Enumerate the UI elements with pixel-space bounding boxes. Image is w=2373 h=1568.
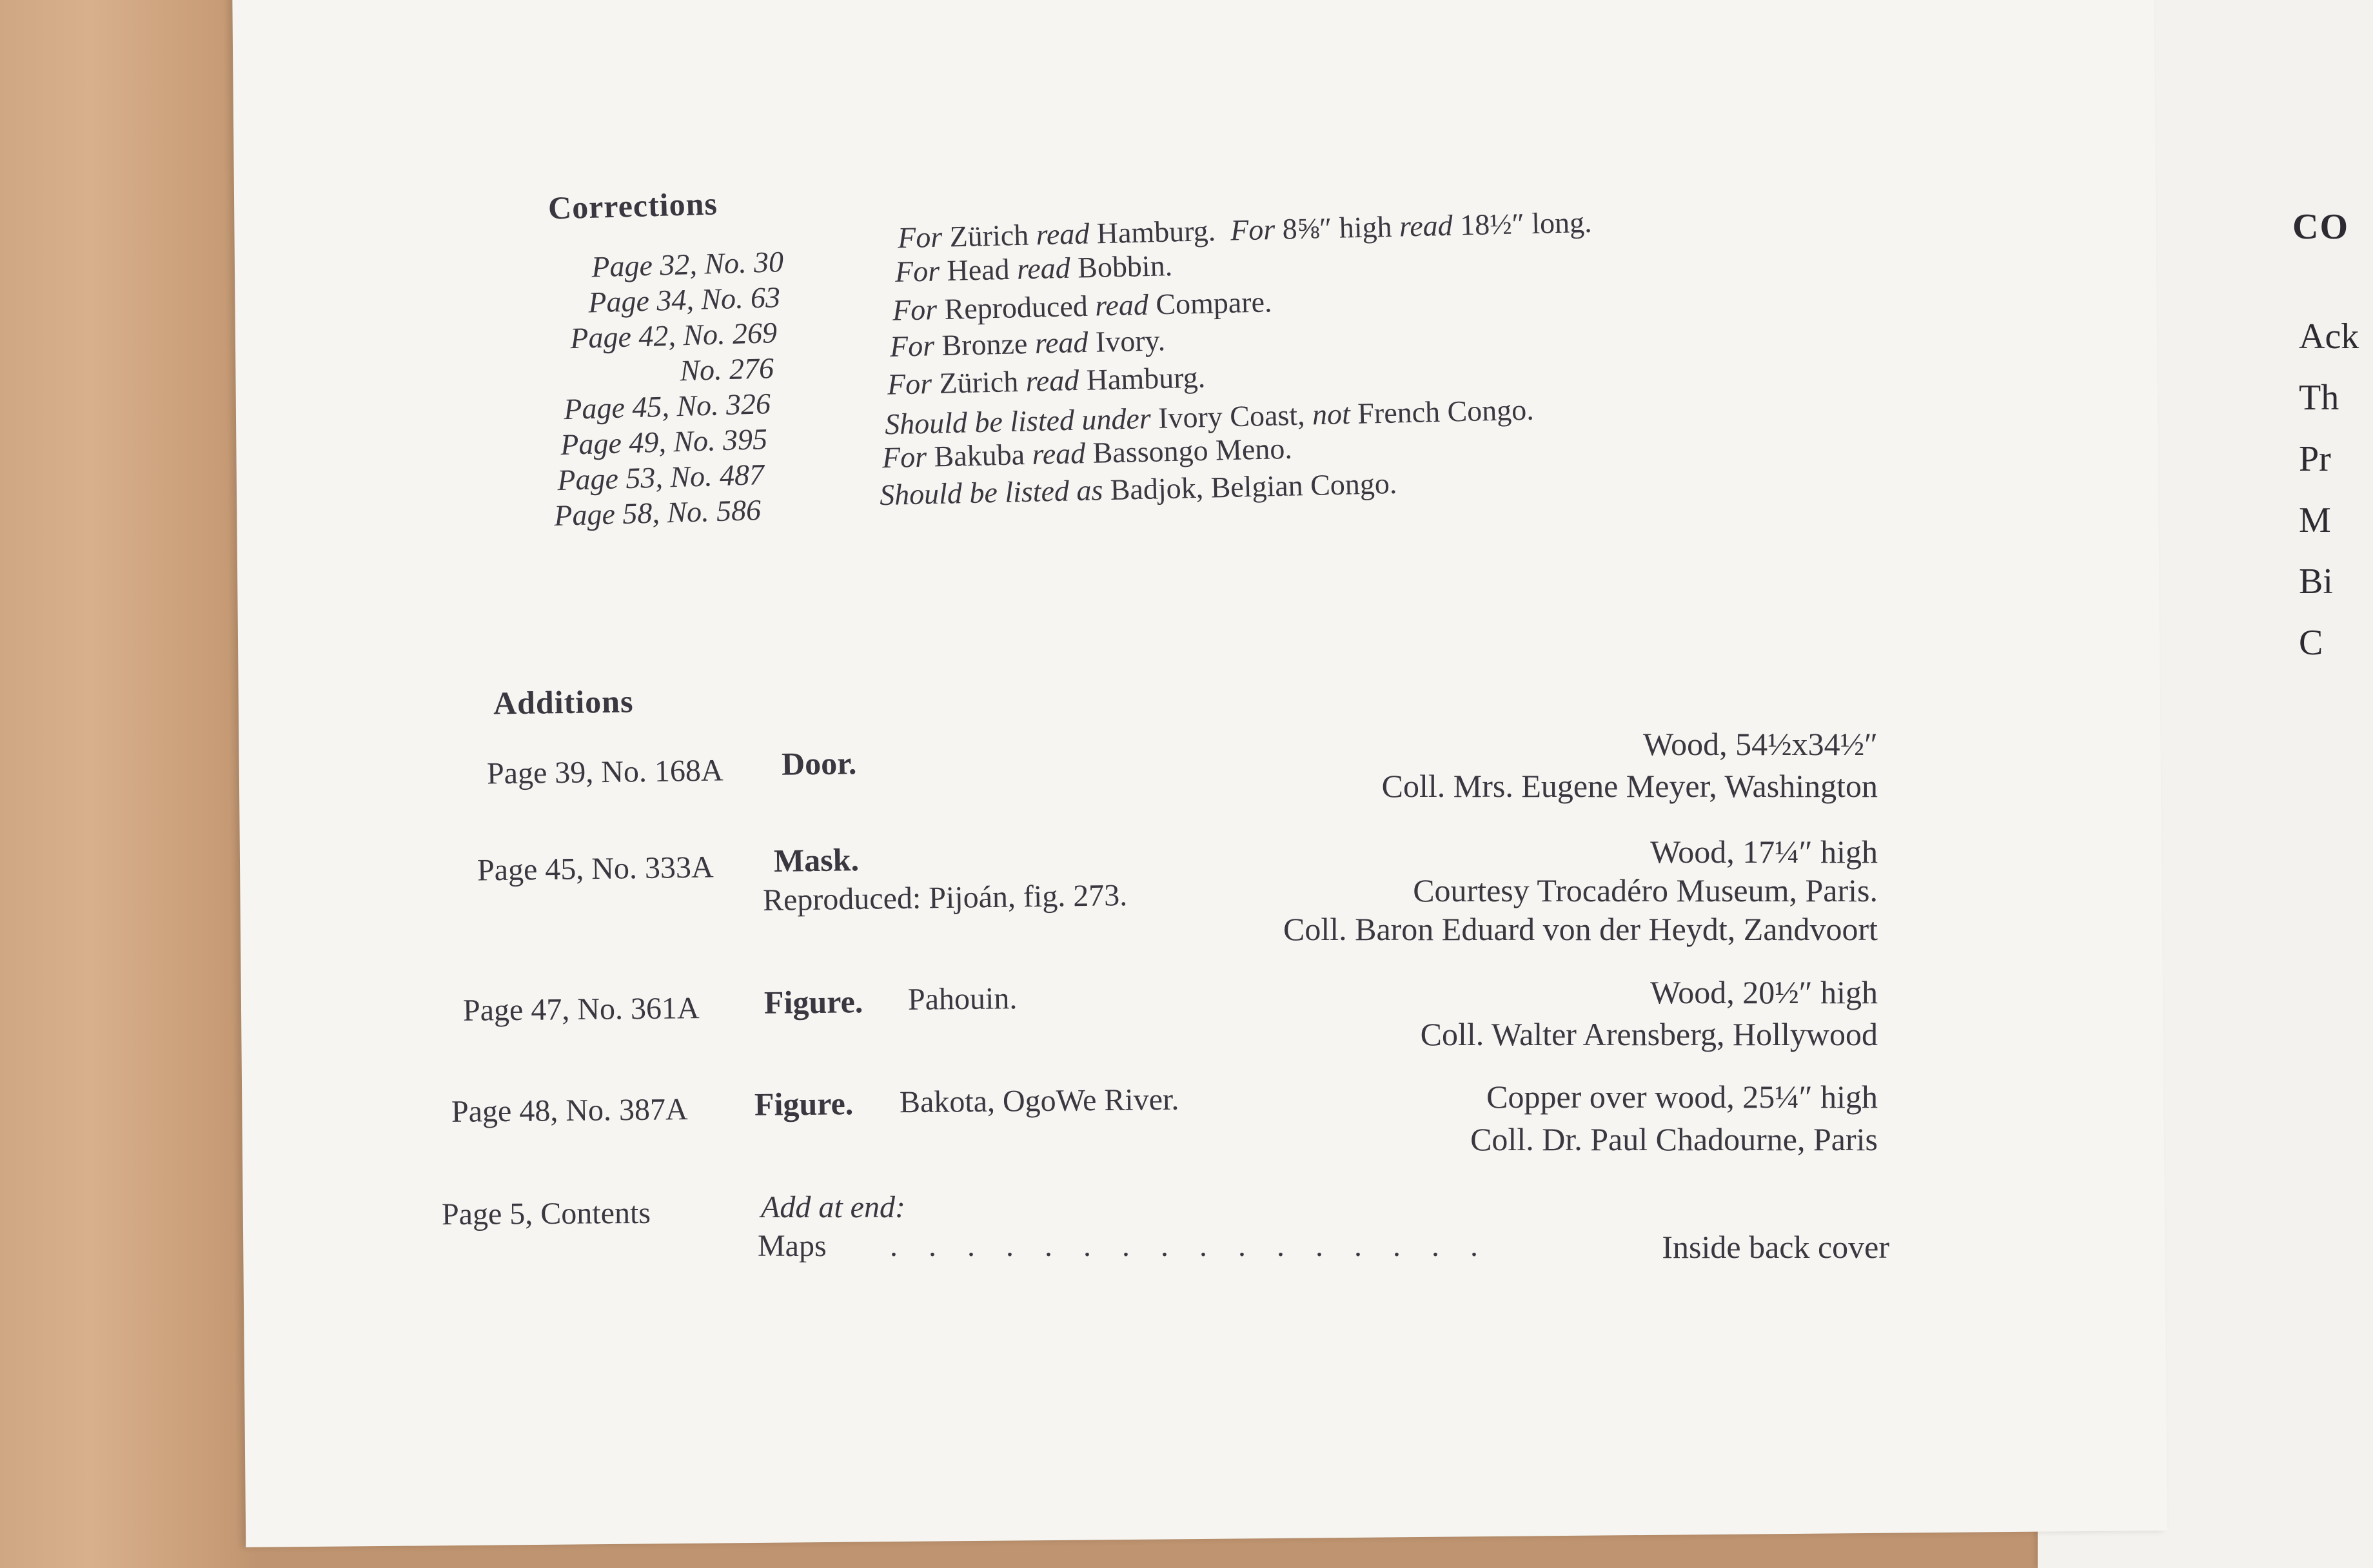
correction-ref: No. 276 <box>679 351 774 387</box>
correction-text: For Zürich read Hamburg. For 8⅝″ high read 18½″ long. <box>897 205 1593 255</box>
addition-title: Figure. <box>754 1085 854 1122</box>
contents-entry: Maps <box>758 1229 827 1263</box>
facing-page-item: M <box>2299 500 2331 540</box>
facing-page-item: Ack <box>2299 317 2359 357</box>
correction-text: For Bronze read Ivory. <box>889 324 1166 363</box>
correction-text: For Bakuba read Bassongo Meno. <box>881 431 1293 475</box>
facing-page-item: Bi <box>2299 562 2333 602</box>
correction-ref: Page 53, No. 487 <box>556 458 765 497</box>
correction-text: For Zürich read Hamburg. <box>887 360 1206 401</box>
contents-note: Add at end: <box>761 1190 905 1224</box>
contents-leader-dots: . . . . . . . . . . . . . . . . <box>890 1229 1490 1263</box>
facing-page-item: C <box>2299 623 2323 663</box>
addition-collection: Coll. Walter Arensberg, Hollywood <box>1420 1016 1878 1052</box>
contents-location: Inside back cover <box>1662 1229 1889 1265</box>
addition-subtitle: Pahouin. <box>907 981 1018 1017</box>
correction-ref: Page 42, No. 269 <box>569 316 778 355</box>
addition-material: Wood, 17¼″ high <box>1650 834 1878 870</box>
addition-title: Door. <box>781 745 857 782</box>
addition-material: Wood, 54½x34½″ <box>1642 726 1878 762</box>
contents-ref: Page 5, Contents <box>441 1195 651 1232</box>
addition-collection: Coll. Dr. Paul Chadourne, Paris <box>1470 1121 1878 1157</box>
addition-ref: Page 45, No. 333A <box>477 850 714 888</box>
facing-page-item: Th <box>2299 378 2339 418</box>
additions-heading: Additions <box>493 683 634 721</box>
correction-text: For Reproduced read Compare. <box>892 285 1273 327</box>
addition-ref: Page 39, No. 168A <box>486 753 724 791</box>
addition-collection: Coll. Mrs. Eugene Meyer, Washington <box>1381 768 1878 804</box>
correction-text: Should be listed under Ivory Coast, not French Congo. <box>884 393 1535 441</box>
correction-ref: Page 32, No. 30 <box>591 245 784 284</box>
addition-subtitle: Bakota, OgoWe River. <box>899 1082 1179 1120</box>
correction-ref: Page 45, No. 326 <box>563 387 771 426</box>
facing-page-item: Pr <box>2299 439 2331 479</box>
correction-ref: Page 58, No. 586 <box>553 493 762 533</box>
addition-material: Wood, 20½″ high <box>1650 974 1878 1010</box>
addition-title: Figure. <box>763 983 863 1021</box>
addition-ref: Page 48, No. 387A <box>451 1092 688 1129</box>
correction-text: Should be listed as Badjok, Belgian Congo. <box>879 466 1397 512</box>
addition-courtesy: Courtesy Trocadéro Museum, Paris. <box>1413 872 1878 908</box>
addition-title: Mask. <box>773 841 860 879</box>
addition-ref: Page 47, No. 361A <box>462 991 700 1028</box>
corrections-heading: Corrections <box>547 185 718 226</box>
facing-page-title: CO <box>2292 207 2349 247</box>
correction-ref: Page 49, No. 395 <box>560 422 768 462</box>
addition-reproduced: Reproduced: Pijoán, fig. 273. <box>762 878 1128 917</box>
addition-collection: Coll. Baron Eduard von der Heydt, Zandvoort <box>1283 911 1878 947</box>
correction-text: For Head read Bobbin. <box>894 249 1173 288</box>
addition-material: Copper over wood, 25¼″ high <box>1486 1079 1878 1115</box>
correction-ref: Page 34, No. 63 <box>587 280 781 319</box>
